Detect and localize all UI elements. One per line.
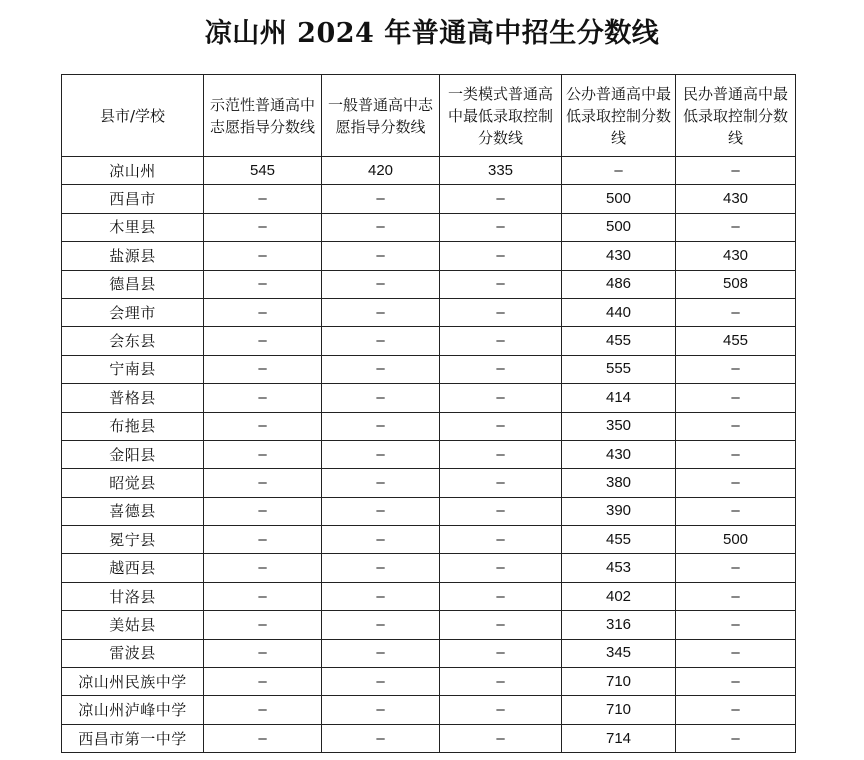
score-cell: – xyxy=(440,497,562,525)
table-row xyxy=(62,668,796,696)
score-cell: 500 xyxy=(676,526,796,554)
score-cell: – xyxy=(676,497,796,525)
score-cell: – xyxy=(322,639,440,667)
score-cell: 430 xyxy=(676,242,796,270)
score-cell: – xyxy=(204,582,322,610)
score-cell: – xyxy=(322,497,440,525)
score-cell: – xyxy=(204,696,322,724)
score-cell: – xyxy=(322,298,440,326)
score-table xyxy=(61,74,796,753)
row-label: 德昌县 xyxy=(62,270,204,298)
page-title: 凉山州 2024 年普通高中招生分数线 xyxy=(204,18,660,49)
score-cell: – xyxy=(204,668,322,696)
column-header: 一类模式普通高中最低录取控制分数线 xyxy=(440,75,562,157)
score-cell: 420 xyxy=(322,157,440,185)
score-cell: 335 xyxy=(440,157,562,185)
score-cell: – xyxy=(676,724,796,752)
score-cell: – xyxy=(440,440,562,468)
table-row xyxy=(62,327,796,355)
score-cell: 710 xyxy=(562,696,676,724)
score-cell: – xyxy=(440,355,562,383)
score-cell: 390 xyxy=(562,497,676,525)
score-cell: – xyxy=(676,440,796,468)
score-cell: – xyxy=(204,469,322,497)
score-cell: 508 xyxy=(676,270,796,298)
score-cell: 440 xyxy=(562,298,676,326)
row-label: 昭觉县 xyxy=(62,469,204,497)
score-cell: – xyxy=(440,213,562,241)
row-label: 布拖县 xyxy=(62,412,204,440)
score-cell: – xyxy=(676,639,796,667)
row-label: 西昌市第一中学 xyxy=(62,724,204,752)
table-row xyxy=(62,554,796,582)
score-cell: – xyxy=(204,412,322,440)
score-cell: 453 xyxy=(562,554,676,582)
score-cell: – xyxy=(440,668,562,696)
table-row xyxy=(62,724,796,752)
table-row xyxy=(62,639,796,667)
table-row xyxy=(62,157,796,185)
table-row xyxy=(62,440,796,468)
score-cell: – xyxy=(440,526,562,554)
row-label: 会东县 xyxy=(62,327,204,355)
score-cell: – xyxy=(204,270,322,298)
score-cell: – xyxy=(204,355,322,383)
score-cell: – xyxy=(322,724,440,752)
score-cell: – xyxy=(322,554,440,582)
row-label: 雷波县 xyxy=(62,639,204,667)
table-row xyxy=(62,526,796,554)
score-cell: 455 xyxy=(562,327,676,355)
score-cell: – xyxy=(676,582,796,610)
row-label: 越西县 xyxy=(62,554,204,582)
row-label: 木里县 xyxy=(62,213,204,241)
score-cell: 455 xyxy=(676,327,796,355)
score-cell: – xyxy=(440,554,562,582)
score-cell: – xyxy=(322,242,440,270)
score-cell: – xyxy=(322,440,440,468)
score-cell: 316 xyxy=(562,611,676,639)
score-cell: – xyxy=(204,242,322,270)
score-cell: – xyxy=(676,412,796,440)
row-label: 凉山州泸峰中学 xyxy=(62,696,204,724)
table-body xyxy=(62,157,796,753)
score-cell: – xyxy=(322,185,440,213)
score-cell: – xyxy=(204,526,322,554)
score-cell: – xyxy=(440,384,562,412)
column-header: 示范性普通高中志愿指导分数线 xyxy=(204,75,322,157)
score-cell: – xyxy=(440,611,562,639)
score-cell: – xyxy=(322,526,440,554)
table-row xyxy=(62,355,796,383)
score-cell: 430 xyxy=(676,185,796,213)
column-header: 县市/学校 xyxy=(62,75,204,157)
score-cell: – xyxy=(440,469,562,497)
score-cell: – xyxy=(204,639,322,667)
table-row xyxy=(62,696,796,724)
score-cell: – xyxy=(204,213,322,241)
table-row xyxy=(62,242,796,270)
score-cell: – xyxy=(676,469,796,497)
row-label: 西昌市 xyxy=(62,185,204,213)
score-cell: – xyxy=(204,185,322,213)
score-cell: – xyxy=(322,327,440,355)
score-cell: – xyxy=(322,611,440,639)
score-cell: – xyxy=(676,384,796,412)
score-cell: – xyxy=(322,696,440,724)
score-cell: 430 xyxy=(562,440,676,468)
table-row xyxy=(62,270,796,298)
score-cell: 455 xyxy=(562,526,676,554)
score-cell: – xyxy=(322,270,440,298)
score-cell: – xyxy=(440,270,562,298)
row-label: 金阳县 xyxy=(62,440,204,468)
table-row xyxy=(62,412,796,440)
score-cell: – xyxy=(322,355,440,383)
score-cell: 345 xyxy=(562,639,676,667)
score-cell: – xyxy=(322,668,440,696)
score-cell: 402 xyxy=(562,582,676,610)
score-cell: – xyxy=(676,668,796,696)
score-cell: 555 xyxy=(562,355,676,383)
table-row xyxy=(62,469,796,497)
table-row xyxy=(62,582,796,610)
column-header: 公办普通高中最低录取控制分数线 xyxy=(562,75,676,157)
score-cell: – xyxy=(440,639,562,667)
score-cell: – xyxy=(676,611,796,639)
table-row xyxy=(62,298,796,326)
score-cell: – xyxy=(440,724,562,752)
score-cell: 500 xyxy=(562,213,676,241)
score-cell: – xyxy=(440,298,562,326)
row-label: 喜德县 xyxy=(62,497,204,525)
row-label: 美姑县 xyxy=(62,611,204,639)
score-cell: – xyxy=(676,355,796,383)
score-cell: – xyxy=(322,412,440,440)
score-cell: – xyxy=(322,384,440,412)
score-cell: – xyxy=(440,185,562,213)
score-cell: – xyxy=(440,582,562,610)
score-cell: – xyxy=(204,384,322,412)
score-cell: 380 xyxy=(562,469,676,497)
row-label: 宁南县 xyxy=(62,355,204,383)
table-row xyxy=(62,213,796,241)
table-row xyxy=(62,384,796,412)
score-cell: 500 xyxy=(562,185,676,213)
score-cell: – xyxy=(562,157,676,185)
score-cell: – xyxy=(676,298,796,326)
score-cell: – xyxy=(204,724,322,752)
table-row xyxy=(62,497,796,525)
score-cell: 350 xyxy=(562,412,676,440)
score-cell: 714 xyxy=(562,724,676,752)
score-cell: – xyxy=(322,582,440,610)
score-cell: 414 xyxy=(562,384,676,412)
row-label: 普格县 xyxy=(62,384,204,412)
score-cell: – xyxy=(322,469,440,497)
row-label: 冕宁县 xyxy=(62,526,204,554)
score-cell: – xyxy=(204,497,322,525)
score-cell: – xyxy=(676,554,796,582)
score-cell: – xyxy=(322,213,440,241)
score-cell: – xyxy=(676,696,796,724)
score-cell: 486 xyxy=(562,270,676,298)
score-cell: – xyxy=(204,554,322,582)
score-cell: – xyxy=(676,157,796,185)
score-cell: – xyxy=(204,440,322,468)
column-header: 民办普通高中最低录取控制分数线 xyxy=(676,75,796,157)
score-cell: 430 xyxy=(562,242,676,270)
column-header: 一般普通高中志愿指导分数线 xyxy=(322,75,440,157)
score-cell: – xyxy=(204,611,322,639)
table-row xyxy=(62,611,796,639)
row-label: 凉山州 xyxy=(62,157,204,185)
score-cell: 545 xyxy=(204,157,322,185)
score-cell: – xyxy=(440,696,562,724)
score-cell: – xyxy=(204,298,322,326)
score-cell: – xyxy=(440,412,562,440)
score-cell: – xyxy=(204,327,322,355)
row-label: 盐源县 xyxy=(62,242,204,270)
score-cell: – xyxy=(440,242,562,270)
header-row xyxy=(62,75,796,157)
row-label: 甘洛县 xyxy=(62,582,204,610)
score-cell: 710 xyxy=(562,668,676,696)
score-cell: – xyxy=(676,213,796,241)
row-label: 会理市 xyxy=(62,298,204,326)
table-row xyxy=(62,185,796,213)
score-cell: – xyxy=(440,327,562,355)
row-label: 凉山州民族中学 xyxy=(62,668,204,696)
